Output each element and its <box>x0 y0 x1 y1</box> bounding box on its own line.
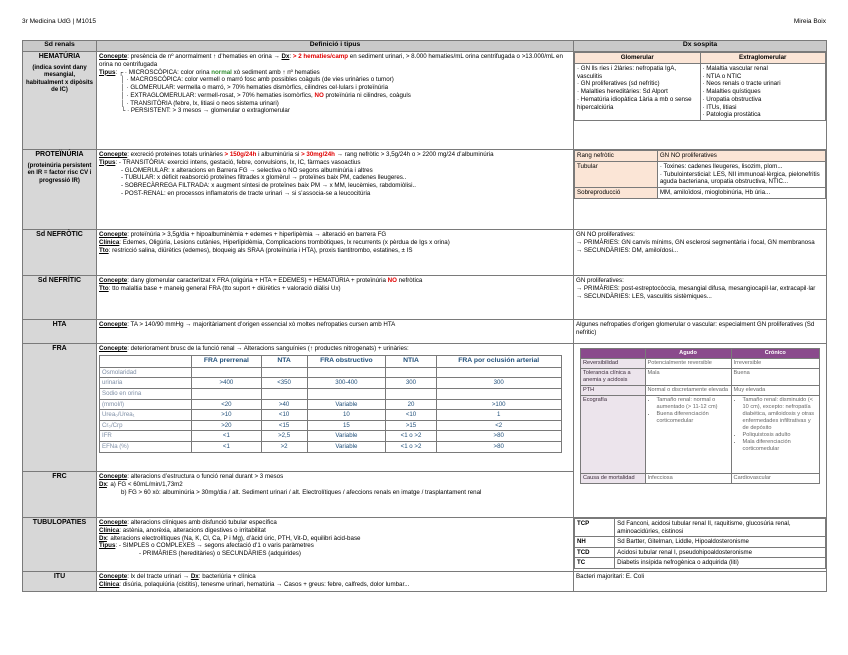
row-nefrotic <box>23 230 827 276</box>
tipus-line: - PRIMÀRIES (hereditàries) o SECUNDÀRIES (adquirides) <box>139 550 301 557</box>
tipus-line: │ · TRANSITÒRIA (febre, lx, litiasi o neos sistema urinari) <box>121 99 279 107</box>
definition-cell <box>97 52 574 150</box>
tipus-line: │ · MACROSCÒPICA: color vermell o marró fosc amb possibles coàguls (de vies urinàries o tumor) <box>121 76 394 84</box>
row-label <box>23 52 97 150</box>
list-item: · GN lls ries i 2làries: nefropatia IgA, vasculitis <box>577 64 677 80</box>
definition-cell <box>97 344 574 472</box>
table-row: IFR <1 >2,5 Variable <1 o >2 >80 <box>100 431 562 442</box>
row-title: TUBULOPATIES <box>32 519 87 526</box>
tipus-line: └ · PERSISTENT: > 3 mesos → glomerular o extraglomerular <box>121 107 290 115</box>
list-item: · Malalties hereditàries: Sd Alport <box>577 88 668 95</box>
tipus-line: - GLOMERULAR: x alteracions en Barrera FG → selectiva o NO segons albuminúria i altres <box>121 166 373 174</box>
table-row: urinaria >400 <350 300-400 300 300 <box>100 378 562 389</box>
row-label <box>23 572 97 592</box>
dx-row: Sobreproducció MM, amiloïdosi, mioglobinúria, Hb úria... <box>575 188 826 199</box>
dx-line: b) FG > 60 xò: albuminúria > 30mg/dia / alt. Sediment urinari / alt. Electrolítiques / afeccions renals en imatge / trasplantament renal <box>121 488 482 496</box>
dx-cell <box>574 150 827 230</box>
table-row: Reversibilidad Potencialmente reversible Irreversible <box>581 358 820 368</box>
table-row: Agudo Crónico <box>581 349 820 359</box>
dx-row: TCD Acidosi tubular renal I, pseudohipoaldosteronisme <box>575 547 826 558</box>
row-itu <box>23 572 827 592</box>
table-row: Cr₀/Crp >20 <15 15 >15 <2 <box>100 420 562 431</box>
dx-row: TC Diabetis insípida nefrogènica o adquirida (liti) <box>575 558 826 569</box>
tipus-line: Tipus: - TRANSITÒRIA: exercici intens, gestació, febre, convulsions, lx, IC, fàrmacs vasoactius <box>99 158 361 166</box>
row-title: FRC <box>52 473 67 480</box>
row-tubulopaties <box>23 518 827 572</box>
col-header-definicio: Definició i tipus <box>97 41 574 52</box>
tipus-line: - POST-RENAL: en processos inflamatoris de tracte urinari → si s’associa-se a leucocitúria <box>121 189 371 197</box>
list-item: • Tamaño renal: normal o aumentado (> 11-12 cm) <box>657 397 729 411</box>
concepte-line: Concepte: deteriorament brusc de la funció renal → Alteracions sanguínies (↑ productes nitrogenats) + urinàries: <box>99 345 409 352</box>
tipus-line: Tipus: - SIMPLES o COMPLEXES → segons afectació d’1 o varis paràmetres <box>99 542 314 550</box>
concepte-line: Concepte: dany glomerular caracteritzat x FRA (oligúria + HTA + EDEMES) + HEMATÚRIA + proteïnúria NO nefròtica <box>99 277 423 284</box>
table-row: Tolerancia clínica a anemia y acidosis Mala Buena <box>581 368 820 385</box>
table-row: (mmol/l) <20 >40 Variable 20 >100 <box>100 399 562 410</box>
header-right: Mireia Boix <box>793 18 826 25</box>
row-label <box>23 518 97 572</box>
proteinuria-dx-table <box>574 150 826 199</box>
dx-line: Dx: alteracions electrolítiques (Na, K, Cl, Ca, P i Mg), d’àcid úric, PTH, Vit-D, equilibri àcid-base <box>99 534 361 542</box>
list-item: → SECUNDÀRIES: DM, amiloïdosi... <box>576 246 679 254</box>
definition-cell <box>97 518 574 572</box>
concepte-line: Concepte: lx del tracte urinari → Dx: bacteriúria + clínica <box>99 573 256 580</box>
concepte-line: Concepte: proteïnúria > 3,5g/dia + hipoalbuminèmia + edemes + hiperlipèmia → alteració en barrera FG <box>99 231 387 238</box>
dx-glomerular-list <box>575 63 701 120</box>
list-item: → SECUNDÀRIES: LES, vasculitis sistèmiques... <box>576 292 712 300</box>
table-row: Osmolaridad <box>100 367 562 378</box>
dx-row: NH Sd Bartter, Gitelman, Liddle, Hipoaldosteronisme <box>575 537 826 548</box>
row-title: Sd NEFRÍTIC <box>37 277 82 284</box>
clinica-line: Clínica: astènia, anorèxia, alteracions digestives o irritabilitat <box>99 526 266 534</box>
list-item: · Neos renals o tracte urinari <box>702 80 781 88</box>
dx-row: Tubular · Toxines: cadenes lleugeres, lisozim, plom... · Tubulointersticial: LES, NII immunoal·lèrgica, pielonefritis aguda bacteriana, uropatia obstructiva, NTIC... <box>575 161 826 187</box>
tto-line: Tto: restricció salina, diürètics (edemes), bloqueig als SRAA (proteïnúria i HTA), proxis tiantitrombo, estatines, ± IS <box>99 246 413 254</box>
table-row: Sodio en orina <box>100 388 562 399</box>
dx-cell <box>574 276 827 320</box>
fra-comparison-table <box>99 355 562 453</box>
list-item: · Patologia prostàtica <box>702 111 761 119</box>
list-item: • Poliquistosis adulto <box>743 432 817 439</box>
page-header <box>22 18 826 40</box>
definition-cell: Concepte: TA > 140/90 mmHg → majoritàriament d’origen essencial xò moltes nefropaties cursen amb HTA <box>97 320 574 344</box>
row-label <box>23 320 97 344</box>
row-nefritic <box>23 276 827 320</box>
dx-cell <box>574 230 827 276</box>
dx-row: Rang nefròtic GN NO proliferatives <box>575 151 826 162</box>
row-title: FRA <box>52 345 67 352</box>
row-title: HTA <box>52 321 67 328</box>
acute-vs-chronic-table <box>580 348 820 484</box>
table-row: PTH Normal o discretamente elevada Muy elevada <box>581 385 820 395</box>
dx-cell <box>574 52 827 150</box>
row-label <box>23 276 97 320</box>
list-item: · ITUs, litiasi <box>702 103 737 111</box>
list-item: • Tamaño renal: disminuido (< 10 cm), excepto: nefropatía diabética, amiloidosis y otras enfermedades infiltrativas y de depósito <box>743 397 817 432</box>
col-header-dx-sospita: Dx sospita <box>574 41 827 52</box>
list-item: · Malaltia vascular renal <box>702 64 768 72</box>
list-item: → PRIMÀRIES: post-estreptocòccia, mesangial difusa, mesangiocapil·lar, extracapil·lar <box>576 284 816 292</box>
tipus-line: - TUBULAR: x dèficit reabsorció proteïnes filtrades x glomèrul → proteïnes baix PM, cadenes lleugeres.. <box>121 174 407 182</box>
row-label <box>23 150 97 230</box>
row-proteinuria <box>23 150 827 230</box>
tipus-line: - SOBRECÀRREGA FILTRADA: x augment síntesi de proteïnes baix PM → x MM, leucèmies, rabdomiòlisi.. <box>121 182 416 189</box>
table-row: Causa de mortalidad Infecciosa Cardiovascular <box>581 473 820 483</box>
concepte-line: Concepte: excreció proteines totals urinàries > 150g/24h i albuminúria si > 30mg/24h → rang nefròtic > 3,5g/24h o > 2200 mg/24 d’albuminúria <box>99 151 494 158</box>
definition-cell <box>97 230 574 276</box>
dx-extraglomerular-list <box>700 63 826 120</box>
table-row: Ecografía • Tamaño renal: normal o aumentado (> 11-12 cm) • Buena diferenciación corticomedular • Tamaño renal: disminuido (< 10 cm), excepto: nefropatía diabética, amiloidosis y otras enfermedades infiltrativas y de depósito • Poliquistosis adulto • Mala diferenciación corticomedular <box>581 395 820 473</box>
row-hta <box>23 320 827 344</box>
table-row: Urea₀/Urea₁ >10 <10 10 <10 1 <box>100 410 562 421</box>
row-label <box>23 344 97 472</box>
dx-line: Dx: a) FG < 60mL/min/1,73m2 <box>99 480 183 488</box>
definition-cell <box>97 150 574 230</box>
dx-row: TCP Sd Fanconi, acidosi tubular renal II, raquitisme, glucosúria renal, aminoacidúries, cistinosi <box>575 519 826 537</box>
col-header-sd-renals: Sd renals <box>23 41 97 52</box>
row-subtitle: (proteinúria persistent en IR = factor risc CV i progressió IR) <box>27 162 92 184</box>
definition-cell <box>97 572 574 592</box>
row-title: HEMATÚRIA <box>38 53 81 60</box>
table-header-row <box>23 41 827 52</box>
row-fra <box>23 344 827 472</box>
list-item: • Buena diferenciación corticomedular <box>657 411 729 425</box>
row-hematuria <box>23 52 827 150</box>
row-title: Sd NEFRÒTIC <box>36 231 83 238</box>
hematuria-dx-table <box>574 52 826 121</box>
list-item: → PRIMÀRIES: GN canvis mínims, GN esclerosi segmentària i focal, GN membranosa <box>576 238 815 246</box>
row-label <box>23 472 97 518</box>
row-subtitle: (indica sovint dany mesangial, habitualment x dipòsits de IC) <box>25 64 93 94</box>
tipus-line: Tipus: ┌ · MICROSCÒPICA: color orina normal xò sediment amb ↑ nº hematies <box>99 68 320 76</box>
definition-cell <box>97 472 574 518</box>
concepte-line: Concepte: alteracions d’estructura o funció renal durant > 3 mesos <box>99 473 284 480</box>
tubulopaties-dx-table <box>574 518 826 569</box>
list-item: • Mala diferenciación corticomedular <box>743 439 817 453</box>
list-item: · Hematúria idiopàtica 1ària a mb o sense hipercalciúria <box>577 95 692 111</box>
list-item: · GN proliferatives (sd nefrític) <box>577 80 660 88</box>
dx-cell: Algunes nefropaties d’origen glomerular o vascular: especialment GN proliferatives (Sd nefritic) <box>574 320 827 344</box>
dx-head-extraglomerular: Extraglomerular <box>700 53 826 64</box>
dx-cell <box>574 518 827 572</box>
table-row: EFNa (%) <1 >2 Variable <1 o >2 >80 <box>100 442 562 453</box>
header-left: 3r Medicina UdG | M1015 <box>22 18 96 25</box>
renal-syndromes-table <box>22 40 827 592</box>
dx-cell <box>574 344 827 518</box>
list-item: GN NO proliferatives: <box>576 231 635 238</box>
definition-cell <box>97 276 574 320</box>
clinica-line: Clínica: Edemes, Oligúria, Lesions cutànies, Hiperlipidèmia, Complicacions trombòtiques, lx recurrents (x pèrdua de Igs x orina) <box>99 238 450 246</box>
list-item: GN proliferatives: <box>576 277 624 284</box>
table-row: FRA prerrenal NTA FRA obstructivo NTIA FRA por oclusión arterial <box>100 355 562 367</box>
dx-cell: Bacteri majoritari: E. Coli <box>574 572 827 592</box>
concepte-line: Concepte: alteracions clíniques amb disfunció tubular específica <box>99 519 277 526</box>
tipus-line: │ · EXTRAGLOMERULAR: vermell-rosat, > 70% hematies isomòrfics, NO proteïnúria ni cilindres, coàguls <box>121 91 411 99</box>
clinica-line: Clínica: disúria, polaquiúria (cistitis), tenesme urinari, hematúria → Casos + greus: febre, calfreds, dolor lumbar... <box>99 580 410 588</box>
tipus-line: │ · GLOMERULAR: vermella o marró, > 70% hematies dismòrfics, cilindres cel·lulars i proteïnúria <box>121 84 389 91</box>
tto-line: Tto: tto malaltia base + maneig general FRA (tto suport + diürètics + valoració diàlisi Ux) <box>99 284 341 292</box>
list-item: · NTIA o NTIC <box>702 72 742 80</box>
row-title: PROTEÏNÚRIA <box>35 151 84 158</box>
row-label <box>23 230 97 276</box>
dx-head-glomerular: Glomerular <box>575 53 701 64</box>
list-item: · Uropatia obstructiva <box>702 95 762 103</box>
row-title: ITU <box>53 573 66 580</box>
list-item: · Malalties quístiques <box>702 88 761 95</box>
concepte-line: Concepte: presència de nº anormalment ↑ d’hematies en orina → Dx: > 2 hematies/camp en sediment urinari, > 8.000 hematies/mL orina centrifugada o >13.000/mL en orina no centrifugada <box>99 53 563 68</box>
